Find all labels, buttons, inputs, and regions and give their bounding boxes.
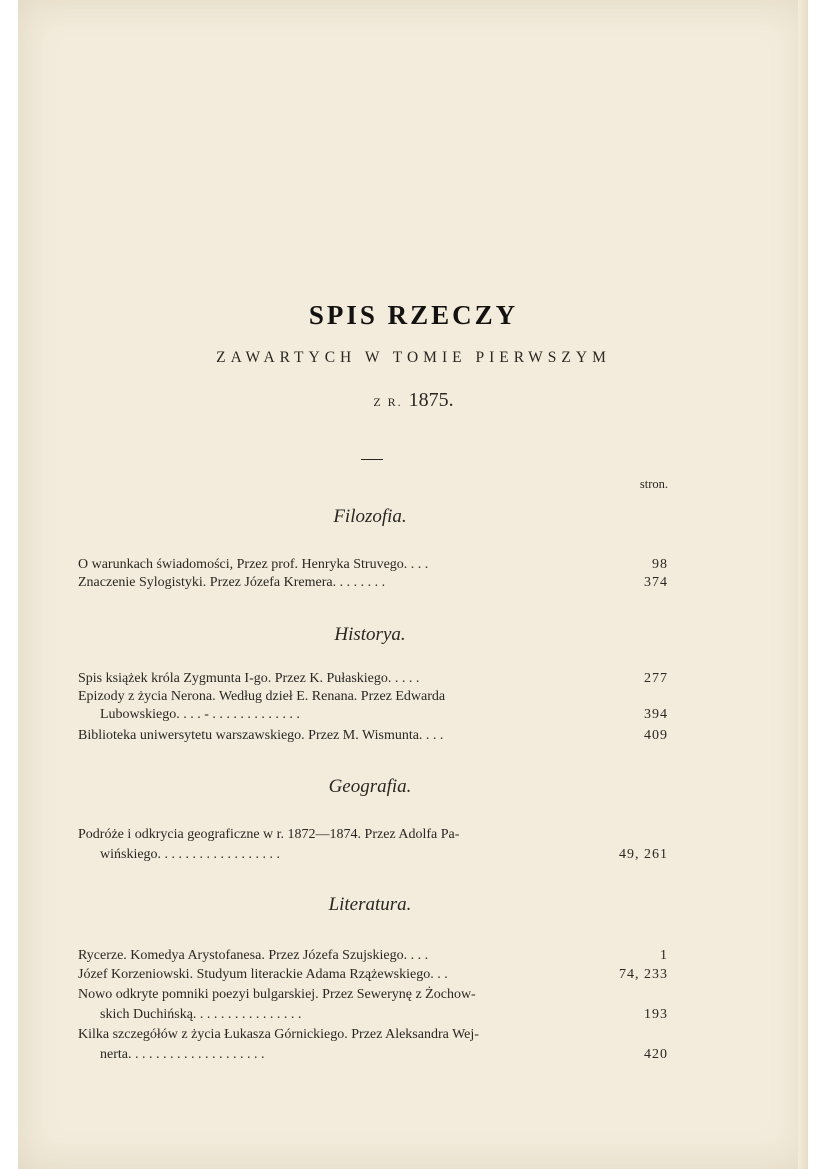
divider [361, 459, 383, 460]
section-heading-historya: Historya. [334, 624, 406, 645]
page-title: SPIS RZECZY [308, 300, 519, 330]
toc-entry [78, 966, 668, 984]
toc-entry-text: Spis książek króla Zygmunta I-go. Przez K. Pułaskiego. . . . . [78, 671, 420, 686]
toc-entry-page: 409 [644, 728, 668, 743]
toc-entry-page: 374 [644, 575, 668, 590]
toc-entry-text: nerta. . . . . . . . . . . . . . . . . . . . [100, 1047, 265, 1062]
toc-entry-text: Józef Korzeniowski. Studyum literackie Adama Rzążewskiego. . . [78, 967, 448, 982]
section-heading-literatura: Literatura. [328, 894, 412, 915]
toc-entry-page: 74, 233 [619, 967, 668, 982]
section-heading-filozofia: Filozofia. [333, 506, 407, 527]
year-prefix: Z R. [373, 395, 403, 409]
page-edge [798, 0, 808, 1169]
toc-entry [78, 556, 668, 574]
toc-entry-text: Podróże i odkrycia geograficzne w r. 1872—1874. Przez Adolfa Pa- [78, 827, 460, 842]
toc-entry-page: 193 [644, 1007, 668, 1022]
toc-entry-text: O warunkach świadomości, Przez prof. Henryka Struvego. . . . [78, 557, 429, 572]
toc-entry-page: 277 [644, 671, 668, 686]
toc-entry [78, 826, 668, 844]
toc-entry-page: 49, 261 [619, 847, 668, 862]
toc-entry-page: 98 [652, 557, 668, 572]
toc-entry-text: Znaczenie Sylogistyki. Przez Józefa Kremera. . . . . . . . [78, 575, 386, 590]
toc-entry [78, 670, 668, 688]
toc-entry [78, 574, 668, 592]
toc-entry [78, 727, 668, 745]
volume-year [0, 389, 827, 412]
toc-entry-continuation [100, 706, 668, 724]
toc-entry-text: wińskiego. . . . . . . . . . . . . . . . . . [100, 847, 281, 862]
toc-entry-text: Lubowskiego. . . . - . . . . . . . . . . . . . [100, 707, 300, 722]
toc-entry-text: Nowo odkryte pomniki poezyi bulgarskiej. Przez Sewerynę z Żochow- [78, 987, 476, 1002]
toc-entry [78, 986, 668, 1004]
pages-column-label: stron. [639, 477, 668, 491]
toc-entry-page: 1 [660, 948, 668, 963]
toc-entry-text: Kilka szczegółów z życia Łukasza Górnickiego. Przez Aleksandra Wej- [78, 1027, 479, 1042]
toc-entry [78, 1026, 668, 1044]
toc-entry-page: 394 [644, 707, 668, 722]
toc-entry-text: Biblioteka uniwersytetu warszawskiego. Przez M. Wismunta. . . . [78, 728, 444, 743]
year-value: 1875. [408, 389, 454, 411]
toc-entry-continuation [100, 1006, 668, 1024]
toc-entry-continuation [100, 846, 668, 864]
toc-entry-text: Epizody z życia Nerona. Według dzieł E. Renana. Przez Edwarda [78, 689, 446, 704]
toc-entry-page: 420 [644, 1047, 668, 1062]
toc-entry-text: skich Duchińską. . . . . . . . . . . . . . . . [100, 1007, 302, 1022]
toc-entry-text: Rycerze. Komedya Arystofanesa. Przez Józefa Szujskiego. . . . [78, 948, 429, 963]
page-subtitle: ZAWARTYCH W TOMIE PIERWSZYM [216, 349, 611, 366]
toc-entry [78, 688, 668, 706]
toc-entry-continuation [100, 1046, 668, 1064]
toc-entry [78, 947, 668, 965]
section-heading-geografia: Geografia. [328, 776, 412, 797]
